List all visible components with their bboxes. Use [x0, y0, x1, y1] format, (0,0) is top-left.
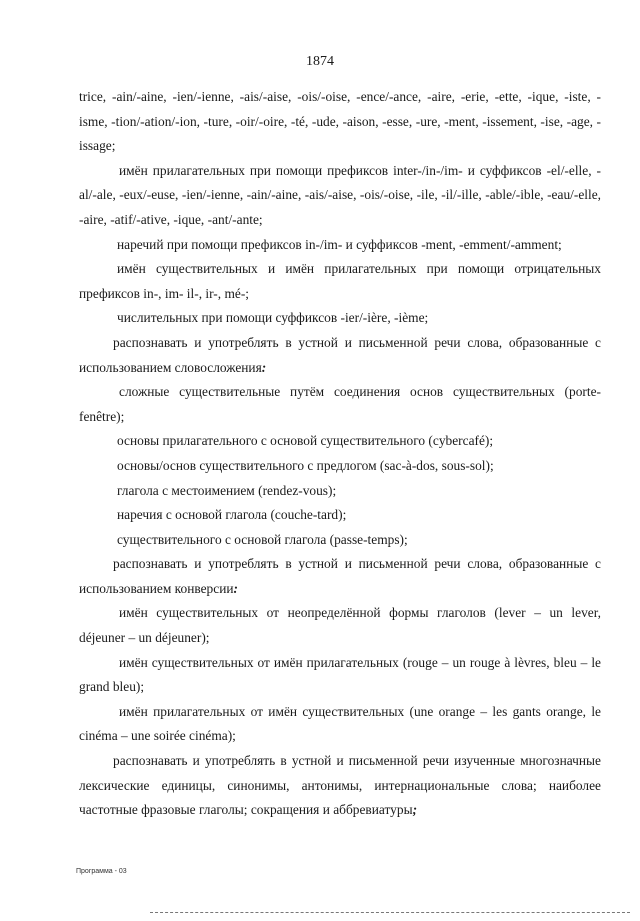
- paragraph-adverb-verb: наречия с основой глагола (couche-tard);: [117, 507, 347, 523]
- paragraph-compounding-text: распознавать и употреблять в устной и письменной речи слова, образованные с использованием словосложения: [79, 334, 601, 375]
- page-footer: Программа - 03: [76, 868, 127, 875]
- paragraph-adj-noun: основы прилагательного с основой существительного (cybercafé);: [117, 433, 494, 449]
- paragraph-adjectives: имён прилагательных при помощи префиксов inter-/in-/im- и суффиксов -el/-elle, -al/-ale, -eux/-euse, -ien/-ienne, -ain/-aine, -ais/-aise, -ois/-oise, -ile, -il/-ille, -able/-ible, -eau/-elle, -aire, -atif/-ative, -ique, -ant/-ante;: [79, 162, 601, 227]
- paragraph-polysemous: [79, 749, 601, 823]
- paragraph-noun-verb: существительного с основой глагола (passe-temps);: [117, 531, 408, 547]
- paragraph-conversion: [79, 552, 601, 601]
- paragraph-conversion-text: распознавать и употреблять в устной и письменной речи слова, образованные с использованием конверсии: [79, 556, 601, 596]
- paragraph-compounding: [79, 331, 601, 380]
- document-body: [79, 85, 601, 823]
- paragraph-polysemous-text: распознавать и употреблять в устной и письменной речи изученные многозначные лексические единицы, синонимы, антонимы, интернациональные слова; наиболее частотные фразовые глаголы; сокращения и аббревиатуры: [79, 753, 601, 818]
- scan-edge-line: [150, 912, 630, 913]
- paragraph-noun-preposition: основы/основ существительного с предлогом (sac-à-dos, sous-sol);: [117, 457, 494, 473]
- page-number: 1874: [306, 54, 334, 69]
- paragraph-suffix-list: trice, -ain/-aine, -ien/-ienne, -ais/-aise, -ois/-oise, -ence/-ance, -aire, -erie, -ette, -ique, -iste, -isme, -tion/-ation/-ion, -ture, -oir/-oire, -té, -ude, -aison, -esse, -ure, -ment, -issement, -ise, -age, -issage;: [79, 89, 601, 154]
- paragraph-adjectives-from-nouns: имён прилагательных от имён существительных (une orange – les gants orange, le cinéma – une soirée cinéma);: [79, 703, 601, 744]
- paragraph-nouns-from-adjectives: имён существительных от имён прилагательных (rouge – un rouge à lèvres, bleu – le grand bleu);: [79, 654, 601, 695]
- paragraph-verb-pronoun: глагола с местоимением (rendez-vous);: [117, 482, 337, 498]
- paragraph-numerals: числительных при помощи суффиксов -ier/-ière, -ième;: [117, 310, 429, 326]
- paragraph-polysemous-tail: ;: [412, 802, 418, 818]
- paragraph-negative-prefixes: имён существительных и имён прилагательных при помощи отрицательных префиксов in-, im- il-, ir-, mé-;: [79, 261, 601, 301]
- paragraph-compounding-tail: :: [261, 359, 267, 375]
- paragraph-conversion-tail: :: [233, 580, 238, 596]
- paragraph-nouns-from-infinitive: имён существительных от неопределённой формы глаголов (lever – un lever, déjeuner – un déjeuner);: [79, 605, 601, 646]
- paragraph-adverbs: наречий при помощи префиксов in-/im- и суффиксов -ment, -emment/-amment;: [117, 236, 562, 252]
- paragraph-compound-nouns: сложные существительные путём соединения основ существительных (porte-fenêtre);: [79, 384, 601, 424]
